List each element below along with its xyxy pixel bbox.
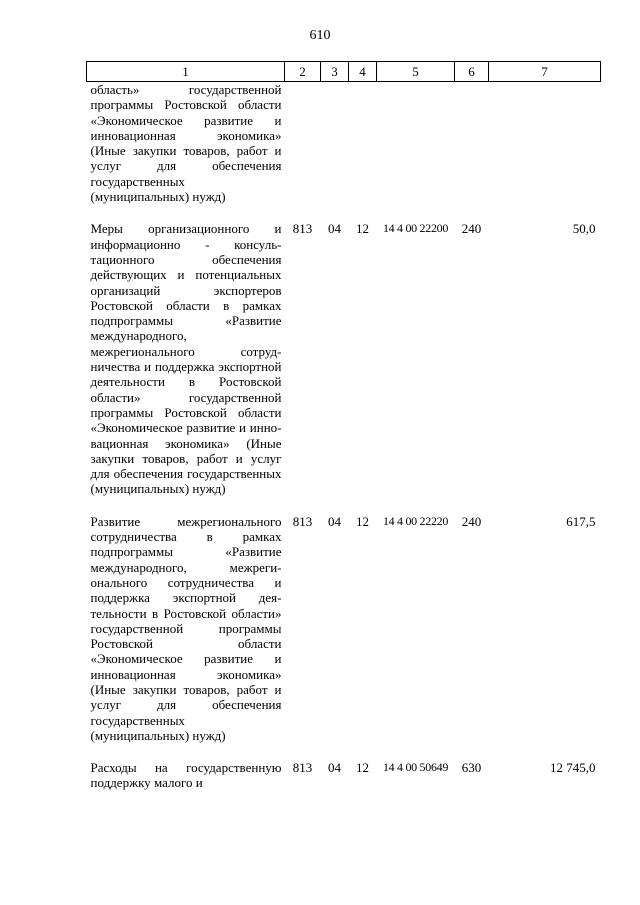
row-col-2: 813 bbox=[292, 760, 313, 776]
row-col-3: 04 bbox=[328, 221, 341, 237]
row-col-4 bbox=[349, 82, 377, 205]
row-col-4: 12 bbox=[356, 513, 369, 529]
row-col-5: 14 4 00 22200 bbox=[382, 221, 449, 236]
table-row bbox=[87, 497, 601, 743]
header-col-3: 3 bbox=[321, 62, 349, 82]
row-col-7 bbox=[489, 82, 601, 205]
row-col-2: 813 bbox=[292, 513, 313, 529]
row-col-7: 50,0 bbox=[572, 221, 596, 237]
table-row bbox=[87, 743, 601, 791]
header-row bbox=[87, 62, 601, 82]
row-col-3: 04 bbox=[328, 513, 341, 529]
header-col-4: 4 bbox=[349, 62, 377, 82]
row-col-7: 12 745,0 bbox=[550, 760, 596, 776]
header-col-2: 2 bbox=[285, 62, 321, 82]
table-row bbox=[87, 204, 601, 496]
header-col-7: 7 bbox=[489, 62, 601, 82]
table-header bbox=[87, 62, 601, 82]
row-col-4: 12 bbox=[356, 760, 369, 776]
row-description: Развитие межрегионального сотрудничества в рамках подпрограммы «Развитие международного, межрегионального сотрудничества и поддержка экспортной деятельности в Ростовской области» государственной программы Ростовской области «Экономическое развитие и инновационная экономика» (Иные закупки товаров, работ и услуг для обеспечения государственных (муниципальных) нужд) bbox=[90, 513, 282, 743]
row-col-7: 617,5 bbox=[566, 513, 596, 529]
row-col-4: 12 bbox=[356, 221, 369, 237]
table-body bbox=[87, 82, 601, 791]
row-col-5: 14 4 00 50649 bbox=[382, 760, 449, 775]
row-col-6: 240 bbox=[461, 221, 482, 237]
row-description: Меры организационного и информационно - консультационного обеспечения действующих и потенциальных организаций экспортеров Ростовской области в рамках подпрограммы «Развитие международного, межрегионального сотрудничества и поддержка экспортной деятельности в Ростовской области» государственной программы Ростовской области «Экономическое развитие и инновационная экономика» (Иные закупки товаров, работ и услуг для обеспечения государственных (муниципальных) нужд) bbox=[90, 221, 282, 497]
header-col-5: 5 bbox=[377, 62, 455, 82]
row-col-6: 630 bbox=[461, 760, 482, 776]
header-col-6: 6 bbox=[455, 62, 489, 82]
page-number: 610 bbox=[309, 28, 331, 43]
header-col-1: 1 bbox=[87, 62, 285, 82]
row-col-3 bbox=[321, 82, 349, 205]
row-col-2 bbox=[285, 82, 321, 205]
row-col-5: 14 4 00 22220 bbox=[382, 513, 449, 528]
row-description: Расходы на государственную поддержку малого и bbox=[90, 760, 282, 791]
row-col-2: 813 bbox=[292, 221, 313, 237]
row-col-3: 04 bbox=[328, 760, 341, 776]
row-description: область» государственной программы Ростовской области «Экономическое развитие и инновационная экономика» (Иные закупки товаров, работ и услуг для обеспечения государственных (муниципальных) нужд) bbox=[90, 82, 282, 205]
row-col-6: 240 bbox=[461, 513, 482, 529]
budget-table bbox=[86, 61, 601, 791]
row-col-5 bbox=[377, 82, 455, 205]
table-row bbox=[87, 82, 601, 205]
row-col-6 bbox=[455, 82, 489, 205]
